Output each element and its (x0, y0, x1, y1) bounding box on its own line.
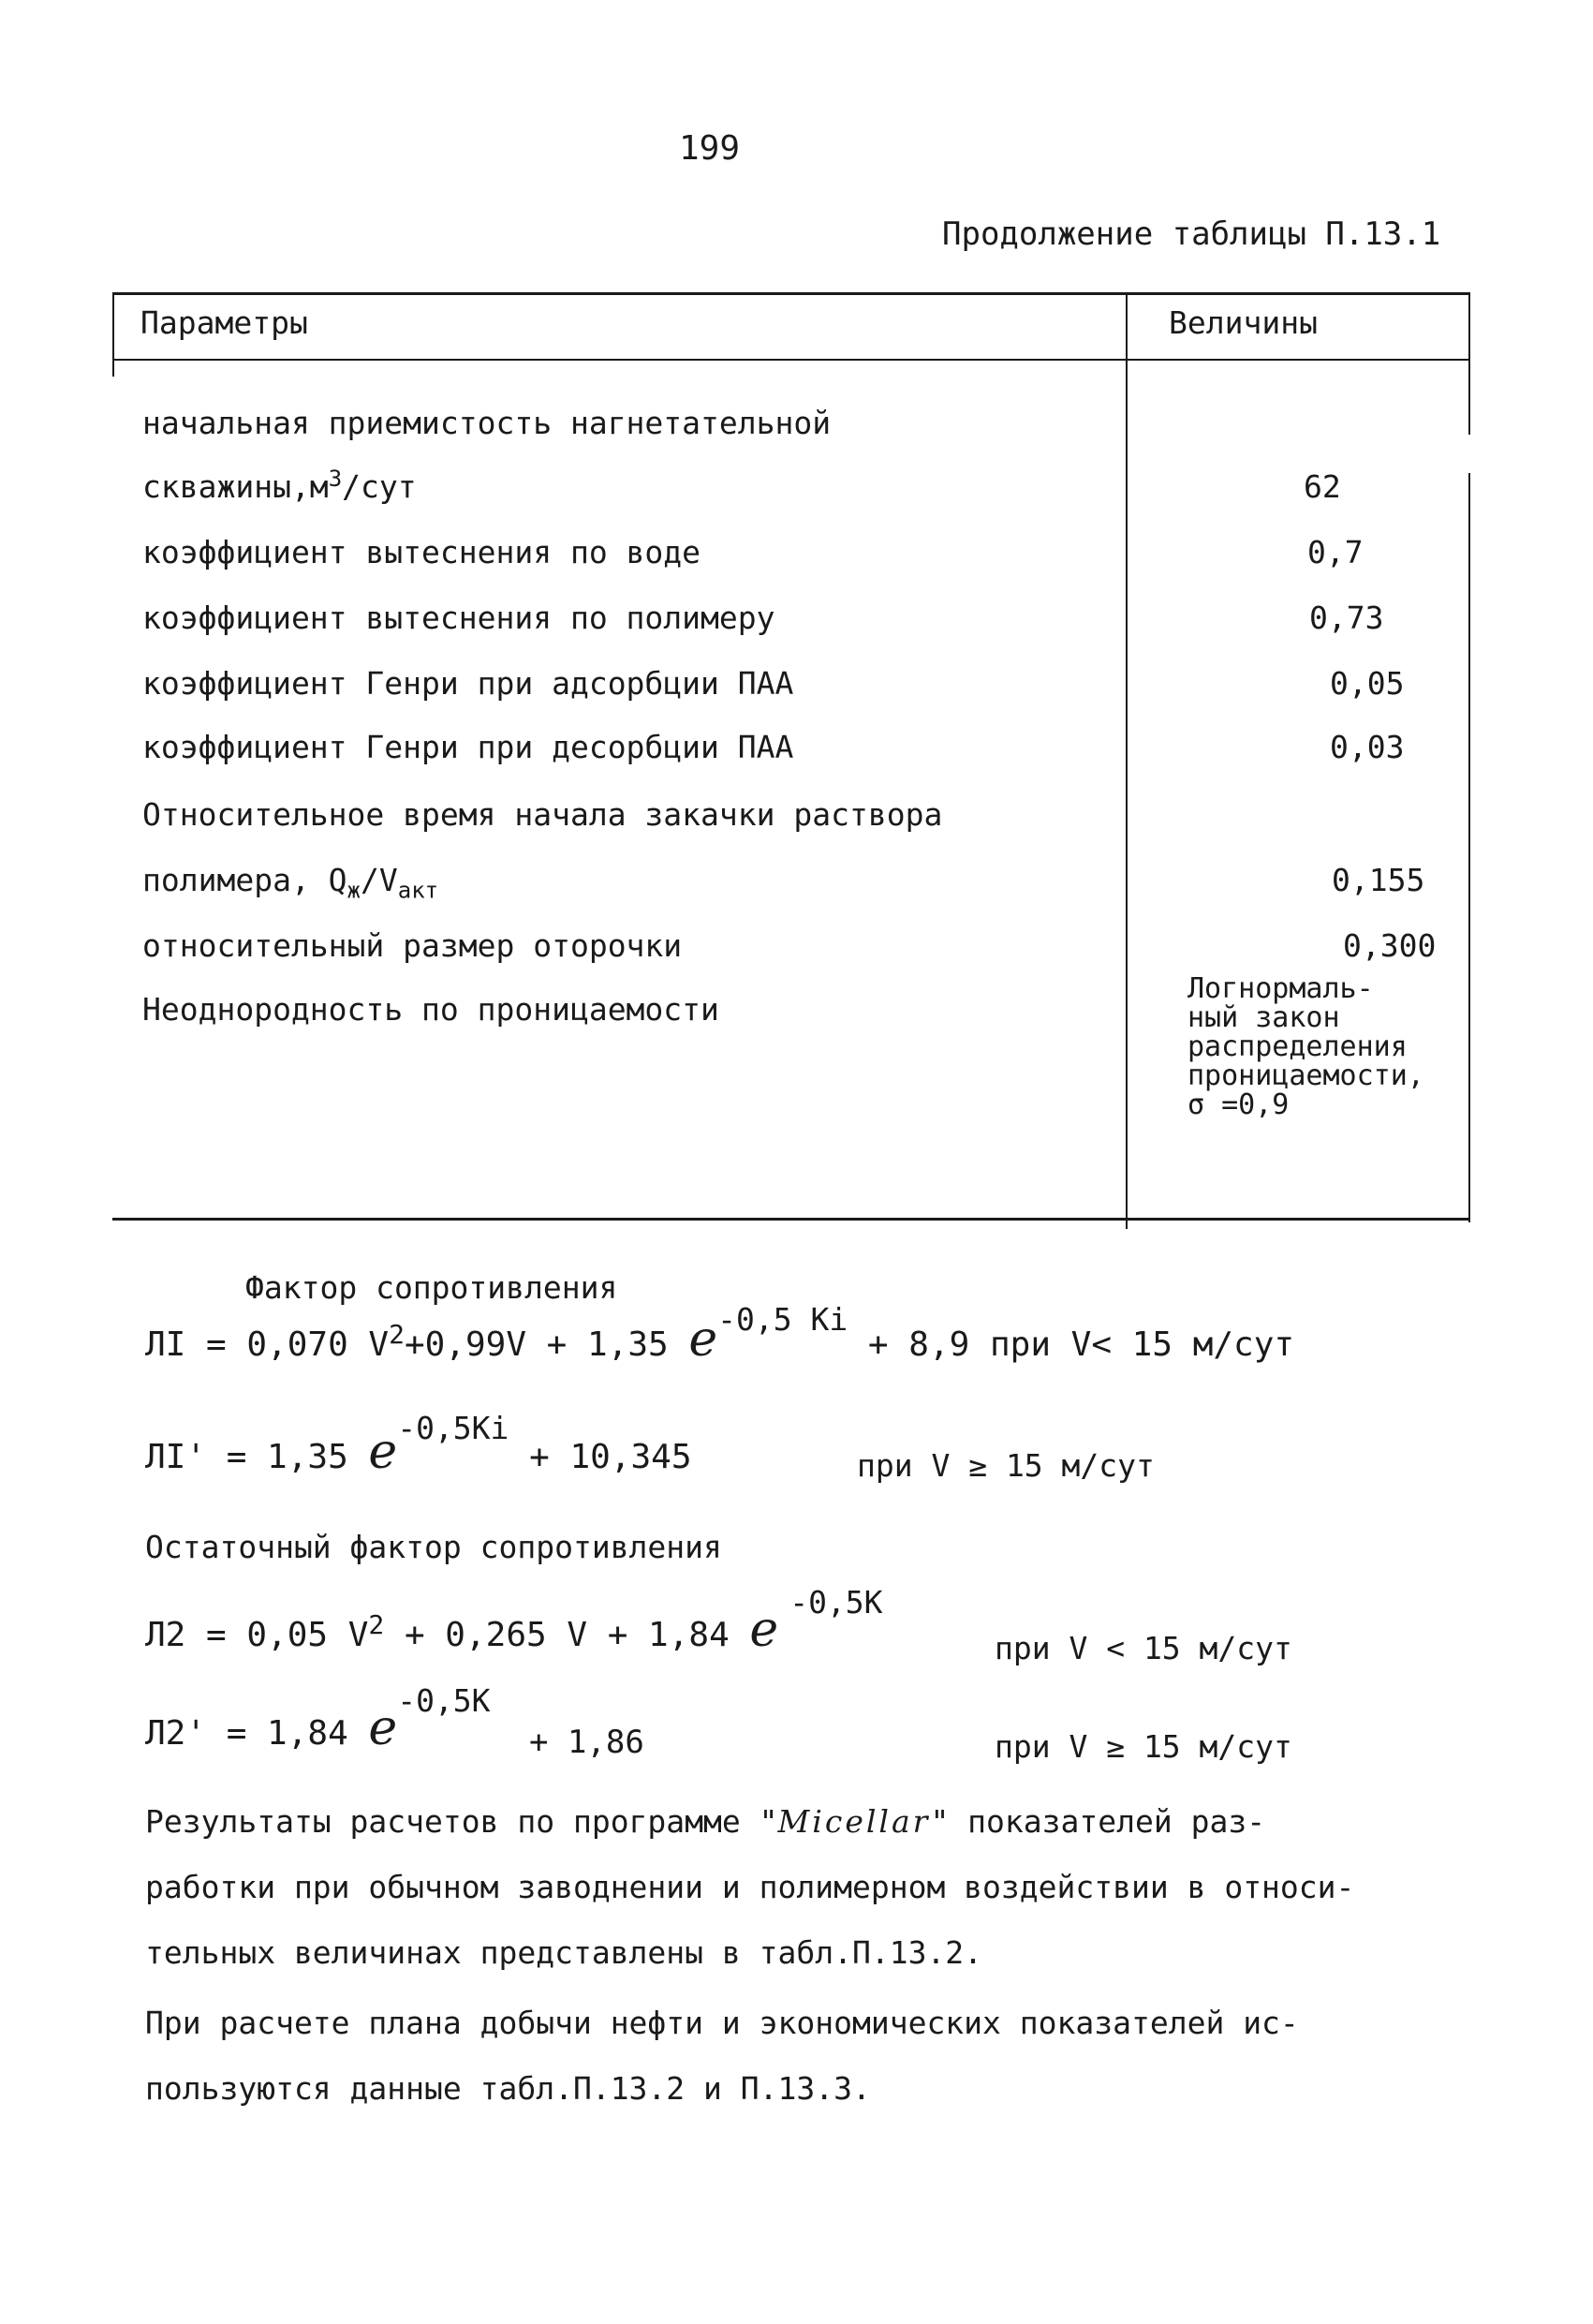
row-label-start-time-2 (142, 862, 439, 904)
table-caption: Продолжение таблицы П.13.1 (942, 215, 1441, 253)
formula-mid: +0,99V + 1,35 (404, 1325, 689, 1364)
table-right-border (1468, 292, 1470, 435)
square: 2 (389, 1319, 405, 1350)
paragraph-text: " показателей раз- (930, 1803, 1266, 1840)
formula-mid: + 0,265 V + 1,84 (384, 1616, 750, 1654)
plan-paragraph-line-1: При расчете плана добычи нефти и экономических показателей ис- (145, 2005, 1299, 2041)
formula-resistance-2-condition: при V ≥ 15 м/сут (857, 1447, 1155, 1484)
header-values: Величины (1169, 304, 1318, 341)
row-label-tail: /сут (342, 468, 417, 505)
exponential-e: e (368, 1700, 398, 1756)
row-label-injectivity-2 (142, 468, 417, 505)
row-value-injectivity: 62 (1304, 468, 1341, 505)
formula-lhs: Л2' = 1,84 (145, 1714, 369, 1753)
subscript: акт (397, 877, 439, 904)
formula-residual-1 (145, 1584, 883, 1658)
exponential-e: e (749, 1602, 779, 1658)
row-label-water-displacement: коэффициент вытеснения по воде (142, 534, 701, 570)
formula-tail: + 10,345 (509, 1438, 692, 1476)
formula-lhs: ЛI' = 1,35 (145, 1438, 369, 1476)
table-right-border-lower (1468, 473, 1470, 1222)
exponent: -0,5K (397, 1682, 491, 1719)
subscript: ж (347, 877, 361, 904)
row-label-injectivity-1: начальная приемистость нагнетательной (142, 405, 832, 441)
resistance-title: Фактор сопротивления (245, 1269, 618, 1306)
row-label-henry-adsorption: коэффициент Генри при адсорбции ПАА (142, 665, 794, 702)
plan-paragraph-line-2: пользуются данные табл.П.13.2 и П.13.3. (145, 2070, 871, 2107)
formula-resistance-2 (145, 1410, 692, 1480)
program-name: Micellar (777, 1803, 931, 1840)
page-number: 199 (679, 129, 741, 168)
exponent: -0,5Ki (397, 1410, 509, 1446)
residual-title: Остаточный фактор сопротивления (145, 1529, 722, 1565)
exponential-e: e (368, 1424, 398, 1480)
row-label-henry-desorption: коэффициент Генри при десорбции ПАА (142, 729, 794, 765)
formula-tail: + 8,9 при V< 15 м/сут (848, 1325, 1295, 1364)
table-header-rule (112, 359, 1470, 361)
row-value-slug-size: 0,300 (1343, 927, 1437, 964)
formula-residual-2-condition: при V ≥ 15 м/сут (995, 1728, 1292, 1765)
table-top-rule (112, 292, 1470, 295)
row-label-polymer-displacement: коэффициент вытеснения по полимеру (142, 600, 775, 636)
formula-lhs: ЛI = 0,070 V (145, 1325, 390, 1364)
results-paragraph-line-1 (145, 1803, 1265, 1840)
row-label-start-time-1: Относительное время начала закачки раствора (142, 796, 943, 833)
results-paragraph-line-2: работки при обычном заводнении и полимерном воздействии в относи- (145, 1869, 1355, 1905)
row-label-slug-size: относительный размер оторочки (142, 927, 683, 964)
square: 2 (368, 1609, 385, 1640)
row-label-text: скважины,м (142, 468, 329, 505)
table-bottom-rule (112, 1218, 1470, 1221)
formula-lhs: Л2 = 0,05 V (145, 1616, 369, 1654)
superscript: 3 (328, 466, 343, 492)
formula-residual-1-condition: при V < 15 м/сут (995, 1630, 1292, 1666)
row-value-henry-adsorption: 0,05 (1330, 665, 1405, 702)
row-label-heterogeneity: Неоднородность по проницаемости (142, 991, 719, 1028)
table-column-divider (1126, 292, 1128, 1229)
formula-residual-2 (145, 1682, 491, 1756)
formula-resistance-1 (145, 1301, 1295, 1368)
formula-residual-2-tail: + 1,86 (529, 1724, 644, 1761)
exponent: -0,5 Ki (717, 1301, 848, 1338)
lognormal-distribution-text: Логнормаль- ный закон распределения проницаемости, σ =0,9 (1187, 972, 1424, 1121)
header-parameters: Параметры (140, 304, 308, 341)
row-value-polymer-displacement: 0,73 (1309, 600, 1384, 636)
exponent: -0,5K (789, 1584, 883, 1621)
row-value-heterogeneity (1187, 974, 1459, 1119)
row-value-start-time: 0,155 (1332, 862, 1425, 898)
results-paragraph-line-3: тельных величинах представлены в табл.П.13.2. (145, 1934, 983, 1971)
row-label-mid: /V (361, 862, 398, 898)
paragraph-text: Результаты расчетов по программе " (145, 1803, 778, 1840)
exponential-e: e (688, 1311, 718, 1368)
table-left-border (112, 292, 114, 377)
row-label-text: полимера, Q (142, 862, 347, 898)
row-value-henry-desorption: 0,03 (1330, 729, 1405, 765)
row-value-water-displacement: 0,7 (1307, 534, 1364, 570)
